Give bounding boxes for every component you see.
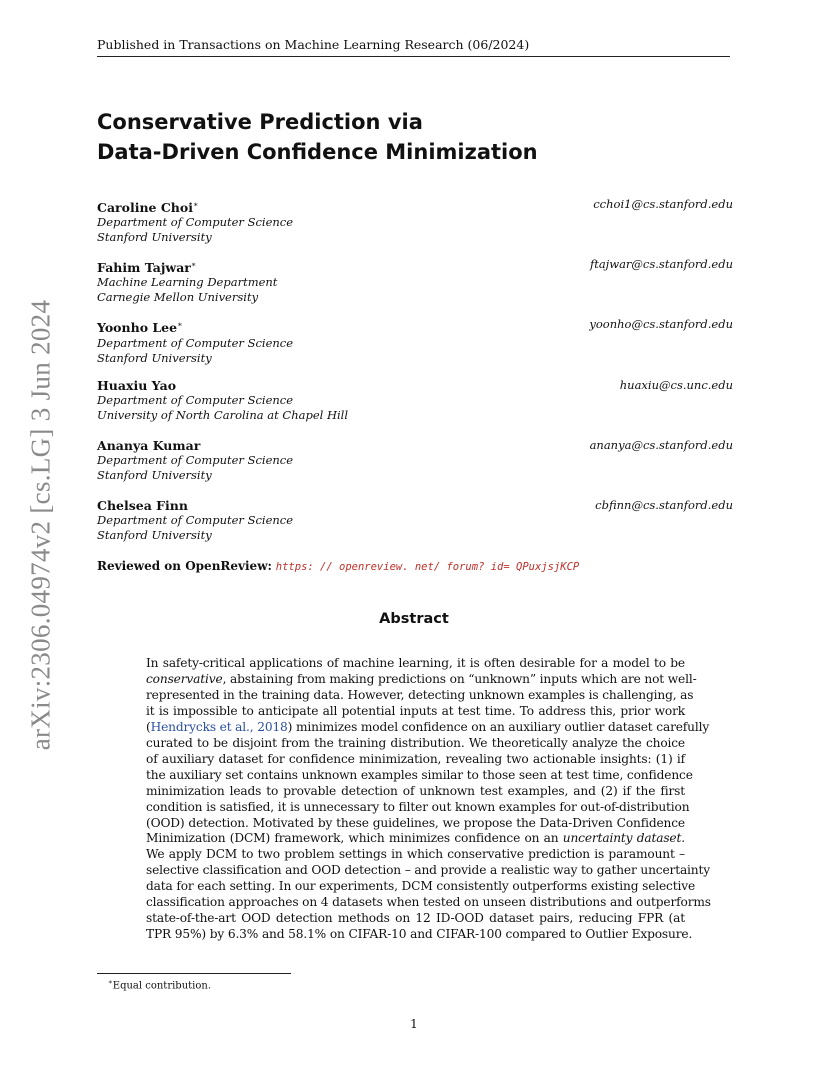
emphasis: conservative xyxy=(146,671,223,686)
author-email: yoonho@cs.stanford.edu xyxy=(589,317,733,332)
abstract-line: data for each setting. In our experiments, DCM consistently outperforms existing selective xyxy=(146,879,696,894)
author-department: Department of Computer Science xyxy=(97,512,294,527)
paper-title xyxy=(97,107,737,167)
author-block xyxy=(97,197,733,257)
author-name: Chelsea Finn xyxy=(97,497,188,513)
abstract-line: classification approaches on 4 datasets when tested on unseen distributions and outperforms xyxy=(146,895,711,910)
author-department: Machine Learning Department xyxy=(97,275,278,290)
abstract-line: it is impossible to anticipate all potential inputs at test time. To address this, prior work xyxy=(146,703,685,718)
author-email: cbfinn@cs.stanford.edu xyxy=(595,497,733,512)
author-block xyxy=(97,438,733,498)
openreview-label: Reviewed on OpenReview: xyxy=(97,559,272,573)
author-institution: Carnegie Mellon University xyxy=(97,290,259,305)
title-line-2: Data-Driven Confidence Minimization xyxy=(97,140,538,164)
author-institution: University of North Carolina at Chapel Hill xyxy=(97,407,349,422)
footnote-text: Equal contribution. xyxy=(112,980,212,992)
author-name: Huaxiu Yao xyxy=(97,377,177,393)
equal-contribution-mark: ∗ xyxy=(190,260,197,270)
journal-header: Published in Transactions on Machine Learning Research (06/2024) xyxy=(97,37,730,57)
author-email: huaxiu@cs.unc.edu xyxy=(619,377,733,392)
abstract-body xyxy=(146,656,711,943)
author-list xyxy=(97,197,733,558)
author-institution: Stanford University xyxy=(97,527,212,542)
abstract-heading: Abstract xyxy=(379,611,449,627)
abstract-line: We apply DCM to two problem settings in which conservative prediction is paramount – xyxy=(146,847,685,862)
author-email: cchoi1@cs.stanford.edu xyxy=(593,197,733,211)
title-line-1: Conservative Prediction via xyxy=(97,110,423,134)
abstract-line: (OOD) detection. Motivated by these guidelines, we propose the Data-Driven Confidence xyxy=(146,815,685,830)
openreview-link[interactable]: https: // openreview. net/ forum? id= QPuxjsjKCP xyxy=(275,561,580,573)
author-block xyxy=(97,378,733,438)
abstract-line: minimization leads to provable detection of unknown test examples, and (2) if the first xyxy=(146,783,685,798)
author-institution: Stanford University xyxy=(97,230,212,245)
author-department: Department of Computer Science xyxy=(97,335,294,350)
author-department: Department of Computer Science xyxy=(97,392,294,407)
author-department: Department of Computer Science xyxy=(97,452,294,467)
abstract-line: TPR 95%) by 6.3% and 58.1% on CIFAR-10 and CIFAR-100 compared to Outlier Exposure. xyxy=(146,927,693,942)
author-block xyxy=(97,317,733,377)
author-email: ftajwar@cs.stanford.edu xyxy=(589,257,733,272)
abstract-line: Minimization (DCM) framework, which minimizes confidence on an uncertainty dataset. xyxy=(146,831,685,846)
author-name: Fahim Tajwar∗ xyxy=(97,260,197,276)
abstract-line: (Hendrycks et al., 2018) minimizes model confidence on an auxiliary outlier dataset carefully xyxy=(146,719,710,734)
abstract-line: In safety-critical applications of machine learning, it is often desirable for a model to be xyxy=(146,656,685,670)
abstract-line: state-of-the-art OOD detection methods on 12 ID-OOD dataset pairs, reducing FPR (at xyxy=(146,911,685,926)
equal-contribution-mark: ∗ xyxy=(177,320,183,330)
openreview-line xyxy=(97,559,579,573)
author-email: ananya@cs.stanford.edu xyxy=(589,437,733,452)
arxiv-identifier: arXiv:2306.04974v2 [cs.LG] 3 Jun 2024 xyxy=(25,299,56,751)
author-block xyxy=(97,257,733,317)
citation-link[interactable]: Hendrycks et al., 2018 xyxy=(150,719,288,734)
abstract-line: represented in the training data. However, detecting unknown examples is challenging, as xyxy=(146,687,694,702)
equal-contribution-mark: ∗ xyxy=(192,200,199,209)
footnote xyxy=(108,978,211,991)
author-institution: Stanford University xyxy=(97,467,212,482)
abstract-line: condition is satisfied, it is unnecessary to filter out known examples for out-of-distribution xyxy=(146,799,690,814)
author-institution: Stanford University xyxy=(97,350,212,365)
emphasis: uncertainty dataset xyxy=(562,831,682,846)
abstract-line: conservative, abstaining from making predictions on “unknown” inputs which are not well- xyxy=(146,671,697,686)
footnote-rule xyxy=(97,973,291,974)
abstract-line: selective classification and OOD detection – and provide a realistic way to gather uncertainty xyxy=(146,863,710,878)
author-name: Ananya Kumar xyxy=(97,437,201,453)
author-department: Department of Computer Science xyxy=(97,215,294,230)
author-block xyxy=(97,498,733,558)
author-name: Caroline Choi∗ xyxy=(97,200,199,216)
author-name: Yoonho Lee∗ xyxy=(97,320,183,336)
abstract-line: curated to be disjoint from the training distribution. We theoretically analyze the choice xyxy=(146,735,685,750)
footnote-mark: ∗ xyxy=(108,978,113,986)
abstract-line: of auxiliary dataset for confidence minimization, revealing two actionable insights: (1) if xyxy=(146,751,685,766)
abstract-line: the auxiliary set contains unknown examples similar to those seen at test time, confidence xyxy=(146,767,693,782)
page-number: 1 xyxy=(410,1017,418,1031)
